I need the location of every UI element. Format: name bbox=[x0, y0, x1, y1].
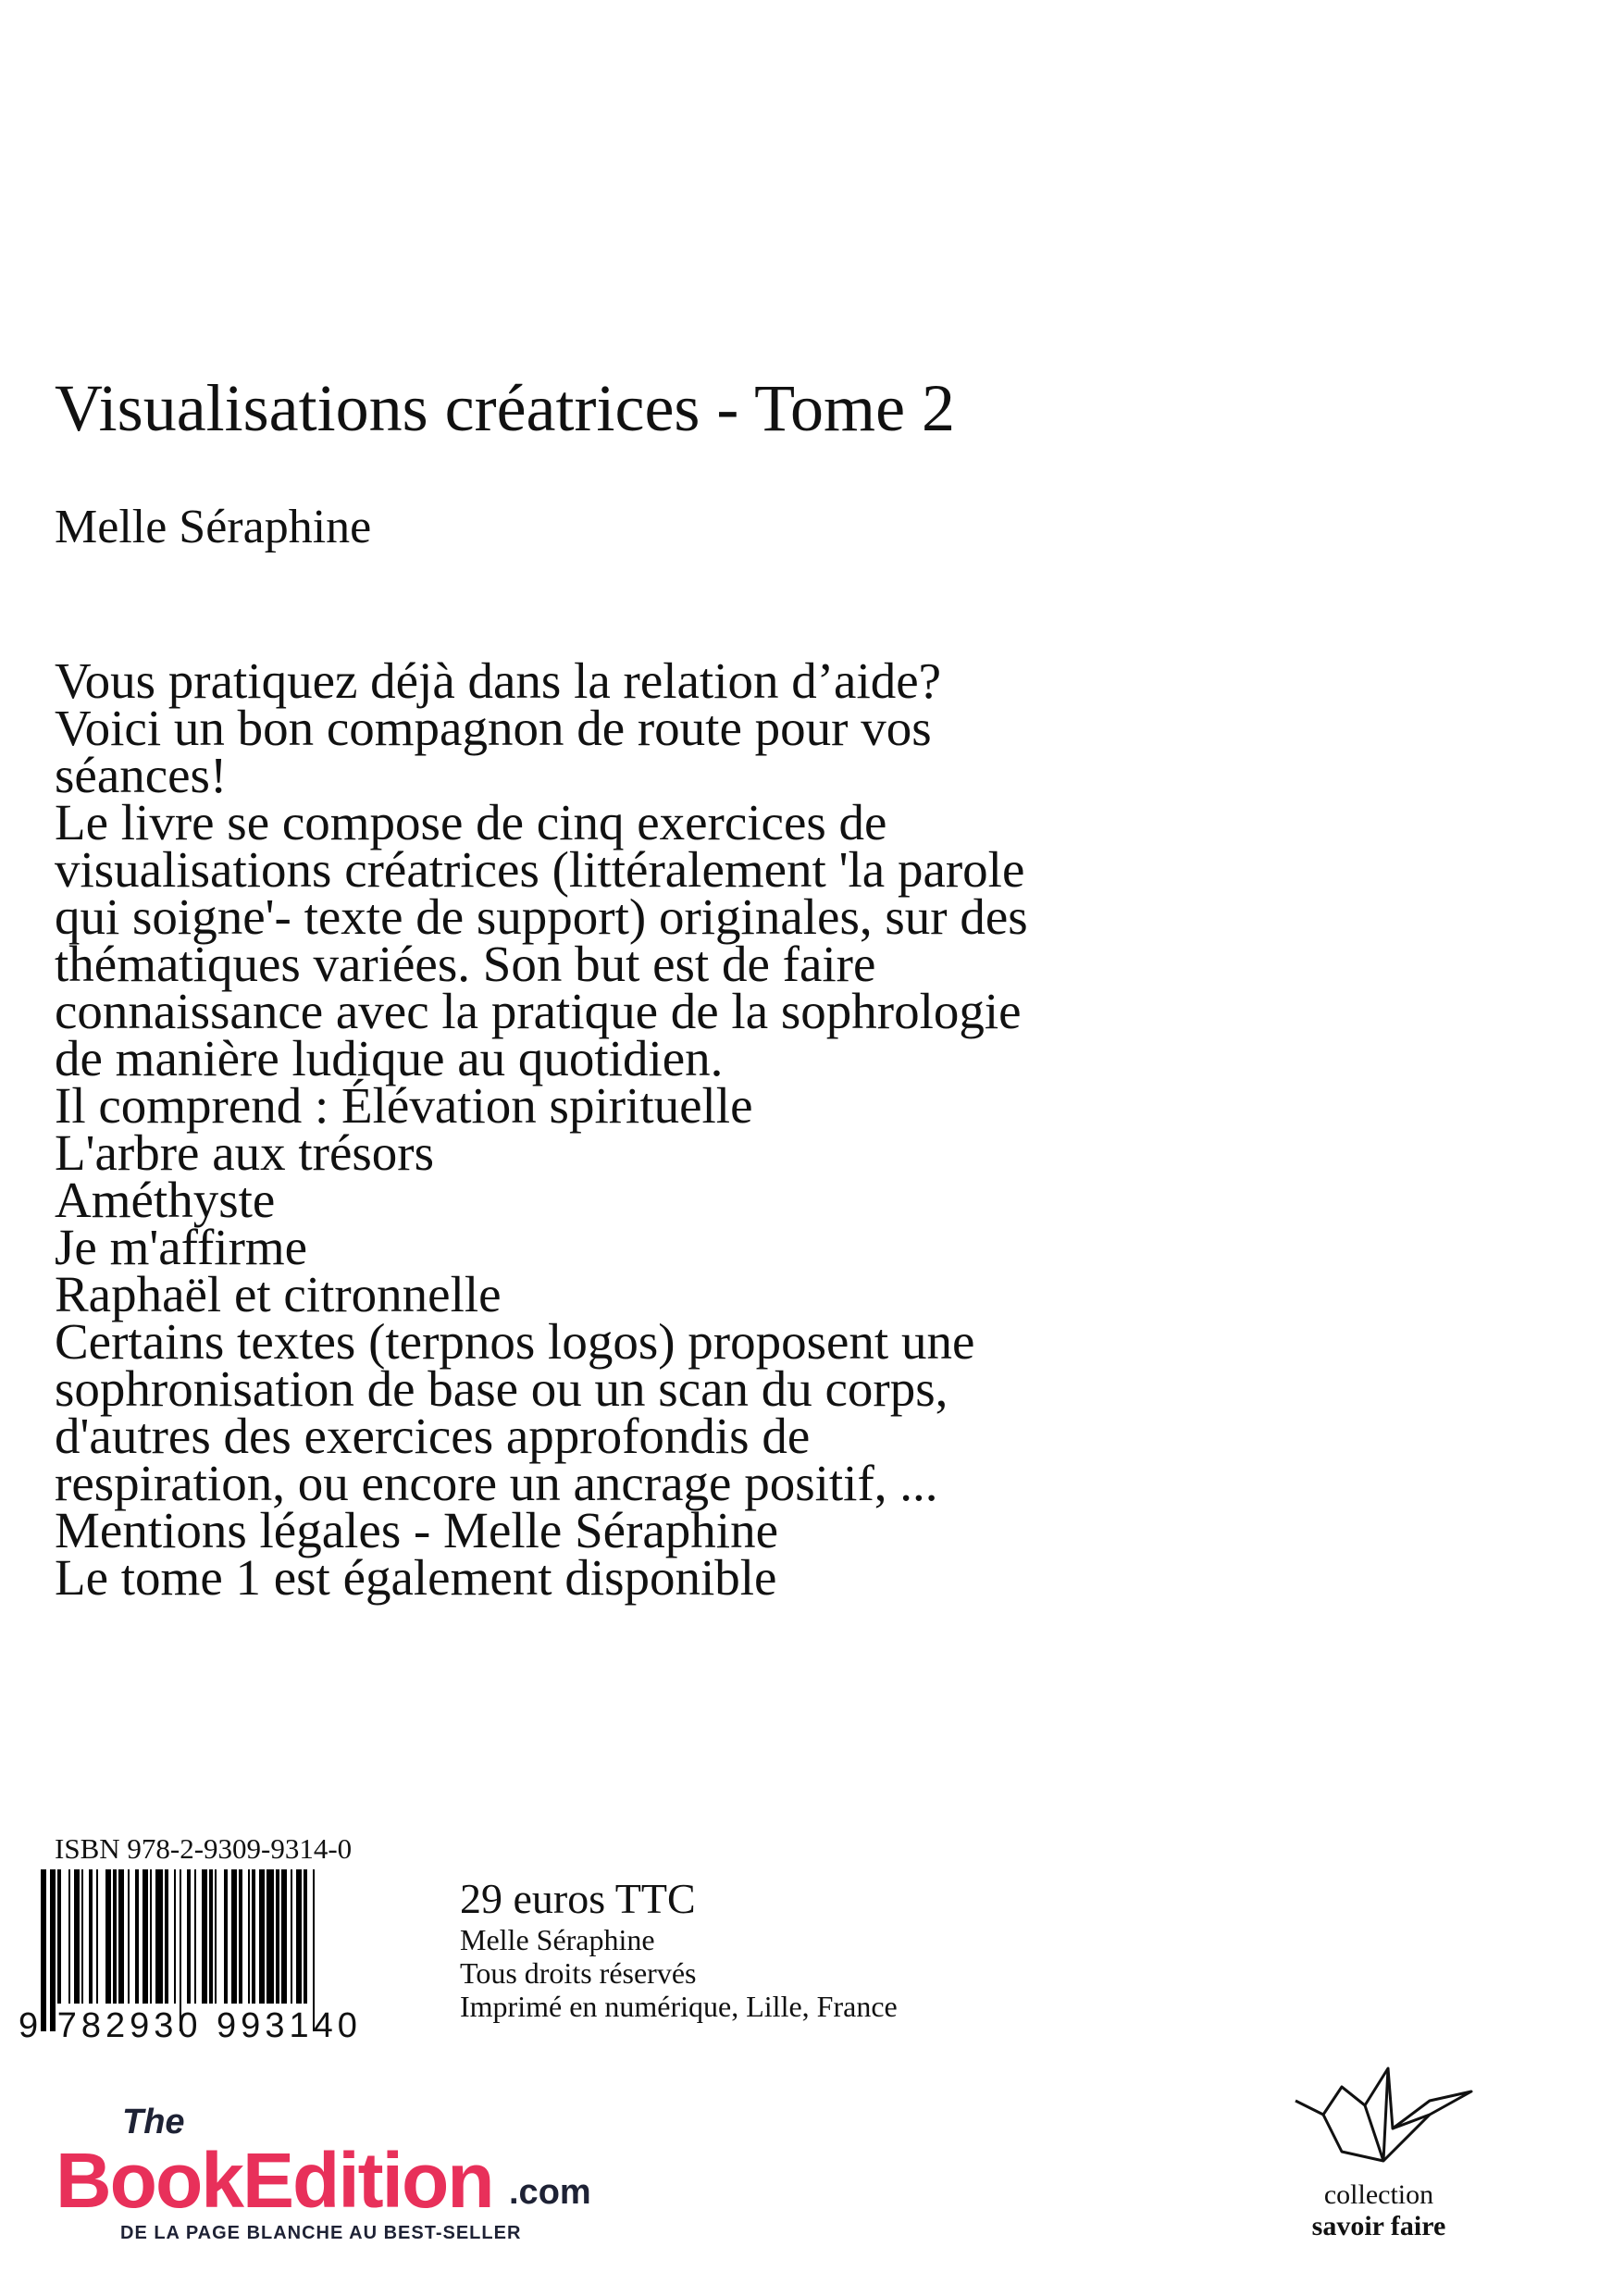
price: 29 euros TTC bbox=[460, 1875, 696, 1922]
barcode-bar bbox=[57, 1869, 61, 2004]
barcode-bar bbox=[135, 1869, 139, 2004]
barcode-bar bbox=[165, 1869, 168, 2004]
barcode-bar bbox=[248, 1869, 250, 2004]
blurb-line: Raphaël et citronnelle bbox=[55, 1266, 502, 1322]
barcode-bar bbox=[209, 1869, 213, 2004]
barcode-bar bbox=[202, 1869, 207, 2004]
barcode-bar bbox=[113, 1869, 117, 2004]
barcode-bar bbox=[68, 1869, 70, 2004]
blurb-line: visualisations créatrices (littéralement 'la parole bbox=[55, 841, 1025, 898]
blurb-line: Mentions légales - Melle Séraphine bbox=[55, 1502, 779, 1558]
blurb-line: Le tome 1 est également disponible bbox=[55, 1549, 777, 1606]
barcode-digits: 9 782930 993140 bbox=[19, 2006, 362, 2045]
barcode-bar bbox=[304, 1869, 307, 2004]
imprint-line: Melle Séraphine bbox=[460, 1923, 655, 1956]
imprint-info bbox=[460, 1923, 898, 2023]
barcode-bar bbox=[231, 1869, 237, 2004]
imprint-line: Tous droits réservés bbox=[460, 1956, 697, 1990]
barcode-bar bbox=[128, 1869, 130, 2004]
barcode-bar bbox=[187, 1869, 191, 2004]
barcode-bar bbox=[150, 1869, 152, 2004]
barcode-bar bbox=[281, 1869, 287, 2004]
blurb-line: Le livre se compose de cinq exercices de bbox=[55, 794, 887, 850]
blurb-line: Vous pratiquez déjà dans la relation d’aide? bbox=[55, 652, 942, 709]
barcode-bar bbox=[174, 1869, 176, 2004]
blurb-line: qui soigne'- texte de support) originales, sur des bbox=[55, 888, 1028, 945]
collection-name: savoir faire bbox=[1311, 2211, 1446, 2241]
barcode-bar bbox=[143, 1869, 148, 2004]
collection-label bbox=[1203, 2179, 1555, 2242]
barcode-bar bbox=[118, 1869, 124, 2004]
logo-the: The bbox=[122, 2103, 185, 2141]
barcode-bar bbox=[81, 1869, 83, 2004]
logo-tagline: DE LA PAGE BLANCHE AU BEST-SELLER bbox=[120, 2223, 522, 2243]
blurb-line: Il comprend : Élévation spirituelle bbox=[55, 1077, 753, 1134]
barcode-bar bbox=[74, 1869, 80, 2004]
blurb-line: thématiques variées. Son but est de faire bbox=[55, 936, 876, 992]
blurb-line: respiration, ou encore un ancrage positif, ... bbox=[55, 1455, 938, 1511]
barcode-bar bbox=[296, 1869, 302, 2004]
publisher-logo bbox=[56, 2103, 611, 2251]
barcode-bar bbox=[89, 1869, 93, 2004]
blurb-line: connaissance avec la pratique de la sophrologie bbox=[55, 983, 1022, 1039]
barcode-bar bbox=[224, 1869, 228, 2004]
barcode-bar bbox=[239, 1869, 242, 2004]
blurb-line: Je m'affirme bbox=[55, 1219, 308, 1275]
barcode-bar bbox=[155, 1869, 163, 2004]
barcode-bar bbox=[267, 1869, 274, 2004]
barcode-bar bbox=[291, 1869, 292, 2004]
back-cover-blurb bbox=[55, 652, 1258, 1606]
logo-domain: .com bbox=[509, 2173, 591, 2212]
barcode-bar bbox=[259, 1869, 265, 2004]
blurb-line: d'autres des exercices approfondis de bbox=[55, 1408, 811, 1464]
blurb-line: Certains textes (terpnos logos) proposent une bbox=[55, 1313, 975, 1370]
book-author: Melle Séraphine bbox=[55, 501, 372, 553]
barcode-bar bbox=[252, 1869, 255, 2004]
barcode-bar bbox=[215, 1869, 217, 2004]
barcode-bar bbox=[96, 1869, 98, 2004]
origami-crane-icon bbox=[1291, 2050, 1476, 2179]
blurb-line: de manière ludique au quotidien. bbox=[55, 1030, 724, 1086]
blurb-line: séances! bbox=[55, 747, 228, 803]
imprint-line: Imprimé en numérique, Lille, France bbox=[460, 1990, 898, 2023]
blurb-line: Améthyste bbox=[55, 1172, 276, 1228]
barcode-bar bbox=[276, 1869, 279, 2004]
book-title: Visualisations créatrices - Tome 2 bbox=[55, 371, 956, 445]
barcode-bar bbox=[194, 1869, 196, 2004]
blurb-line: sophronisation de base ou un scan du corps, bbox=[55, 1360, 948, 1417]
barcode-bar bbox=[105, 1869, 111, 2004]
blurb-line: L'arbre aux trésors bbox=[55, 1124, 435, 1181]
logo-name: BookEdition bbox=[56, 2137, 493, 2224]
isbn-label: ISBN 978-2-9309-9314-0 bbox=[55, 1832, 353, 1865]
blurb-line: Voici un bon compagnon de route pour vos bbox=[55, 700, 932, 756]
collection-line: collection bbox=[1323, 2179, 1434, 2210]
